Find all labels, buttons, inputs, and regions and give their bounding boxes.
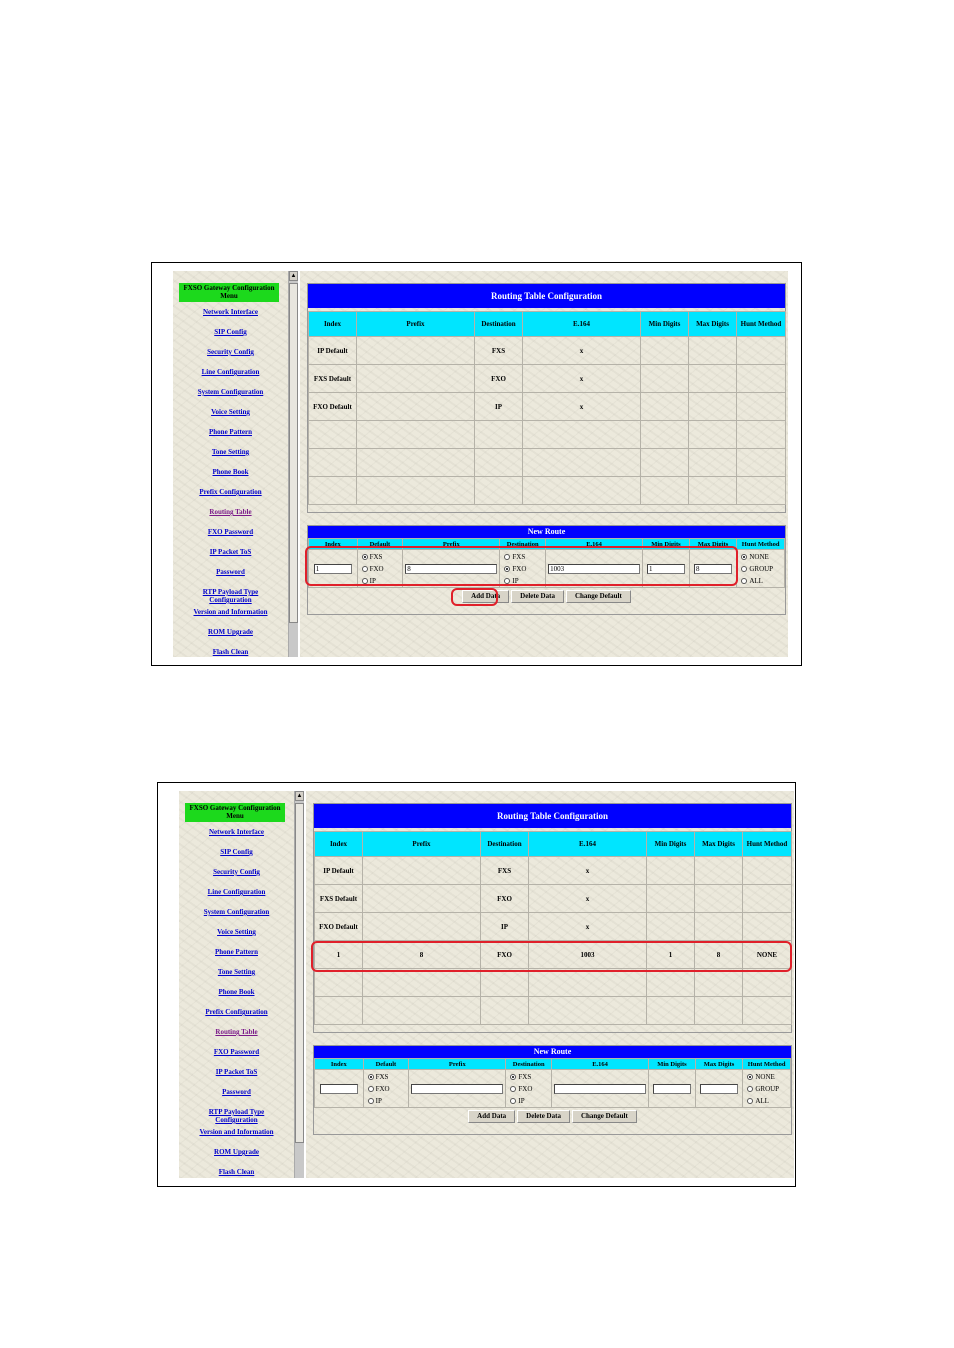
table-cell-max-digits: [695, 997, 743, 1025]
routing-table-header: [309, 312, 786, 337]
table-cell-prefix: [363, 885, 481, 913]
radio-button-icon[interactable]: [368, 1074, 374, 1080]
table-cell-e-164: [523, 477, 641, 505]
menu-item-voice-setting[interactable]: Voice Setting: [211, 408, 250, 416]
radio-label: NONE: [755, 1072, 775, 1081]
routing-table: [308, 311, 786, 505]
destination-option-fxo[interactable]: [504, 563, 545, 575]
menu-item-routing-table[interactable]: Routing Table: [215, 1028, 258, 1036]
menu-item-system-configuration[interactable]: System Configuration: [203, 908, 270, 916]
new-route-header-destination: Destination: [506, 1059, 552, 1070]
default-option-ip[interactable]: [368, 1095, 409, 1107]
hunt-method-cell: [737, 550, 785, 588]
table-row: [315, 857, 792, 885]
header-max-digits: Max Digits: [695, 832, 743, 857]
table-cell-index: [309, 449, 357, 477]
destination-option-fxs[interactable]: [510, 1071, 551, 1083]
hunt-method-option-all[interactable]: [741, 575, 784, 587]
new-route-header-index: Index: [315, 1059, 364, 1070]
default-option-fxo[interactable]: [362, 563, 403, 575]
main-content: [300, 271, 788, 657]
menu-item-tone-setting[interactable]: Tone Setting: [217, 968, 256, 976]
destination-option-ip[interactable]: [504, 575, 545, 587]
hunt-method-cell: [743, 1070, 791, 1108]
menu-item-rtp-payload-type-configuration[interactable]: RTP Payload Type Configuration: [202, 588, 259, 604]
new-route-panel: [313, 1045, 792, 1135]
menu-item-sip-config[interactable]: SIP Config: [220, 848, 253, 856]
table-cell-min-digits: [641, 421, 689, 449]
scroll-up-icon[interactable]: ▲: [296, 793, 303, 799]
prefix-cell: [409, 1070, 506, 1108]
menu-item-phone-pattern[interactable]: Phone Pattern: [209, 428, 252, 436]
destination-option-fxo[interactable]: [510, 1083, 551, 1095]
radio-button-icon[interactable]: [504, 554, 510, 560]
routing-table: [314, 831, 792, 1025]
table-cell-max-digits: [689, 421, 737, 449]
add-data-button[interactable]: Add Data: [468, 1110, 515, 1123]
menu-item-prefix-configuration[interactable]: Prefix Configuration: [205, 1008, 268, 1016]
e164-cell: [551, 1070, 648, 1108]
header-prefix: Prefix: [357, 312, 475, 337]
menu-item-rom-upgrade[interactable]: ROM Upgrade: [208, 628, 253, 636]
menu-item-ip-packet-tos[interactable]: IP Packet ToS: [209, 548, 252, 556]
e164-input[interactable]: [554, 1084, 646, 1094]
menu-item-system-configuration[interactable]: System Configuration: [197, 388, 264, 396]
table-cell-max-digits: 8: [695, 941, 743, 969]
header-index: Index: [309, 312, 357, 337]
new-route-header-e-164: E.164: [551, 1059, 648, 1070]
table-cell-hunt-method: [743, 997, 792, 1025]
config-menu: [173, 271, 288, 657]
radio-label: IP: [375, 1096, 382, 1105]
table-cell-prefix: [357, 449, 475, 477]
table-cell-e-164: x: [523, 365, 641, 393]
new-route-table: [314, 1058, 791, 1108]
menu-item-rtp-payload-type-configuration[interactable]: RTP Payload Type Configuration: [208, 1108, 265, 1124]
table-cell-index: FXO Default: [309, 393, 357, 421]
screenshot-before: [151, 262, 802, 666]
table-cell-index: IP Default: [315, 857, 363, 885]
table-row: [315, 997, 792, 1025]
menu-item-fxo-password[interactable]: FXO Password: [213, 1048, 260, 1056]
scroll-thumb[interactable]: [295, 803, 304, 1143]
table-cell-e-164: x: [523, 337, 641, 365]
table-cell-max-digits: [689, 477, 737, 505]
new-route-header-min-digits: Min Digits: [649, 1059, 696, 1070]
routing-table-body: [315, 857, 792, 1025]
menu-item-sip-config[interactable]: SIP Config: [214, 328, 247, 336]
table-cell-hunt-method: [737, 337, 786, 365]
max-digits-cell: [689, 550, 737, 588]
radio-label: IP: [369, 576, 376, 585]
header-index: Index: [315, 832, 363, 857]
hunt-method-radio-group: [743, 1071, 790, 1107]
table-cell-destination: [475, 449, 523, 477]
table-cell-max-digits: [689, 449, 737, 477]
table-cell-max-digits: [689, 393, 737, 421]
radio-button-icon[interactable]: [741, 554, 747, 560]
new-route-table: [308, 538, 785, 588]
menu-item-rom-upgrade[interactable]: ROM Upgrade: [214, 1148, 259, 1156]
routing-table-panel: [313, 803, 792, 1033]
table-cell-e-164: [523, 421, 641, 449]
table-cell-hunt-method: [743, 913, 792, 941]
header-e-164: E.164: [529, 832, 647, 857]
config-menu: [179, 791, 294, 1178]
table-row: [309, 393, 786, 421]
table-cell-hunt-method: [737, 449, 786, 477]
table-cell-e-164: 1003: [529, 941, 647, 969]
table-cell-destination: FXS: [481, 857, 529, 885]
hunt-method-option-all[interactable]: [747, 1095, 790, 1107]
radio-label: GROUP: [749, 564, 774, 573]
table-cell-prefix: [357, 337, 475, 365]
table-row: [315, 885, 792, 913]
header-destination: Destination: [475, 312, 523, 337]
new-route-header-hunt-method: Hunt Method: [737, 539, 785, 550]
table-row: [315, 913, 792, 941]
table-cell-destination: FXO: [481, 885, 529, 913]
table-cell-e-164: x: [529, 913, 647, 941]
routing-table-body: [309, 337, 786, 505]
index-cell: [309, 550, 358, 588]
menu-scrollbar[interactable]: [294, 791, 304, 1178]
table-cell-prefix: [357, 421, 475, 449]
table-cell-max-digits: [689, 337, 737, 365]
radio-label: FXS: [518, 1072, 532, 1081]
new-route-header-e-164: E.164: [545, 539, 642, 550]
radio-label: FXS: [375, 1072, 389, 1081]
prefix-input[interactable]: 8: [405, 564, 497, 574]
header-max-digits: Max Digits: [689, 312, 737, 337]
radio-button-icon[interactable]: [747, 1086, 753, 1092]
table-cell-destination: FXO: [475, 365, 523, 393]
radio-button-icon[interactable]: [747, 1074, 753, 1080]
table-cell-hunt-method: [743, 857, 792, 885]
radio-button-icon[interactable]: [510, 1086, 516, 1092]
radio-button-icon[interactable]: [504, 578, 510, 584]
screenshot-after: [157, 782, 796, 1187]
table-cell-max-digits: [695, 913, 743, 941]
table-cell-min-digits: [647, 969, 695, 997]
min-digits-cell: [643, 550, 690, 588]
table-cell-max-digits: [695, 885, 743, 913]
default-option-ip[interactable]: [362, 575, 403, 587]
destination-radio-group: [506, 1071, 551, 1107]
hunt-method-option-group[interactable]: [747, 1083, 790, 1095]
table-cell-min-digits: [641, 393, 689, 421]
min-digits-cell: [649, 1070, 696, 1108]
table-cell-min-digits: [647, 857, 695, 885]
menu-item-prefix-configuration[interactable]: Prefix Configuration: [199, 488, 262, 496]
scroll-thumb[interactable]: [289, 283, 298, 623]
radio-button-icon[interactable]: [504, 566, 510, 572]
routing-table-panel: [307, 283, 786, 513]
table-cell-hunt-method: [743, 969, 792, 997]
header-min-digits: Min Digits: [647, 832, 695, 857]
table-cell-min-digits: 1: [647, 941, 695, 969]
table-cell-e-164: [523, 449, 641, 477]
prefix-input[interactable]: [411, 1084, 503, 1094]
table-cell-min-digits: [641, 337, 689, 365]
max-digits-input[interactable]: 8: [694, 564, 732, 574]
table-row: [309, 365, 786, 393]
radio-label: FXS: [369, 552, 383, 561]
menu-item-flash-clean[interactable]: Flash Clean: [212, 648, 249, 656]
table-cell-index: FXO Default: [315, 913, 363, 941]
radio-button-icon[interactable]: [747, 1098, 753, 1104]
default-option-fxs[interactable]: [368, 1071, 409, 1083]
radio-label: FXO: [518, 1084, 533, 1093]
table-cell-min-digits: [641, 449, 689, 477]
table-cell-destination: [481, 997, 529, 1025]
hunt-method-option-none[interactable]: [741, 551, 784, 563]
new-route-header: [315, 1059, 791, 1070]
table-cell-index: [315, 997, 363, 1025]
table-cell-hunt-method: NONE: [743, 941, 792, 969]
destination-radio-group: [500, 551, 545, 587]
change-default-button[interactable]: Change Default: [572, 1110, 637, 1123]
table-cell-destination: FXO: [481, 941, 529, 969]
default-radio-group: [358, 551, 403, 587]
radio-label: FXO: [375, 1084, 390, 1093]
new-route-header-min-digits: Min Digits: [643, 539, 690, 550]
max-digits-input[interactable]: [700, 1084, 738, 1094]
destination-cell: [506, 1070, 552, 1108]
menu-item-line-configuration[interactable]: Line Configuration: [207, 888, 266, 896]
menu-item-phone-book[interactable]: Phone Book: [212, 468, 249, 476]
menu-header: FXSO Gateway Configuration Menu: [185, 803, 285, 822]
table-cell-index: [309, 477, 357, 505]
radio-label: NONE: [749, 552, 769, 561]
table-cell-index: [309, 421, 357, 449]
menu-item-network-interface[interactable]: Network Interface: [202, 308, 258, 316]
radio-button-icon[interactable]: [368, 1086, 374, 1092]
table-cell-index: 1: [315, 941, 363, 969]
table-cell-hunt-method: [743, 885, 792, 913]
table-row: [309, 477, 786, 505]
table-cell-prefix: [363, 997, 481, 1025]
radio-button-icon[interactable]: [362, 554, 368, 560]
table-cell-prefix: 8: [363, 941, 481, 969]
table-cell-index: FXS Default: [315, 885, 363, 913]
prefix-cell: [403, 550, 500, 588]
header-hunt-method: Hunt Method: [743, 832, 792, 857]
hunt-method-option-group[interactable]: [741, 563, 784, 575]
new-route-row: [309, 550, 785, 588]
table-cell-min-digits: [641, 477, 689, 505]
menu-item-line-configuration[interactable]: Line Configuration: [201, 368, 260, 376]
radio-label: IP: [512, 576, 519, 585]
radio-button-icon[interactable]: [510, 1074, 516, 1080]
index-input[interactable]: 1: [314, 564, 352, 574]
table-cell-prefix: [363, 913, 481, 941]
table-cell-destination: IP: [475, 393, 523, 421]
menu-item-phone-book[interactable]: Phone Book: [218, 988, 255, 996]
button-row: [308, 590, 785, 603]
destination-option-fxs[interactable]: [504, 551, 545, 563]
radio-label: FXO: [512, 564, 527, 573]
default-radio-group: [364, 1071, 409, 1107]
new-route-header-destination: Destination: [500, 539, 546, 550]
table-row: [309, 337, 786, 365]
header-prefix: Prefix: [363, 832, 481, 857]
table-cell-hunt-method: [737, 365, 786, 393]
radio-label: GROUP: [755, 1084, 780, 1093]
table-cell-min-digits: [647, 885, 695, 913]
hunt-method-option-none[interactable]: [747, 1071, 790, 1083]
table-cell-e-164: x: [529, 885, 647, 913]
menu-item-password[interactable]: Password: [216, 568, 245, 576]
table-cell-max-digits: [689, 365, 737, 393]
new-route-header-index: Index: [309, 539, 358, 550]
table-row: [315, 969, 792, 997]
table-cell-e-164: x: [529, 857, 647, 885]
delete-data-button[interactable]: Delete Data: [517, 1110, 570, 1123]
min-digits-input[interactable]: [653, 1084, 691, 1094]
table-cell-e-164: [529, 997, 647, 1025]
index-cell: [315, 1070, 364, 1108]
table-cell-prefix: [357, 477, 475, 505]
table-cell-min-digits: [647, 997, 695, 1025]
table-cell-max-digits: [695, 857, 743, 885]
radio-button-icon[interactable]: [362, 578, 368, 584]
default-cell: [363, 1070, 409, 1108]
table-cell-prefix: [363, 857, 481, 885]
menu-header: FXSO Gateway Configuration Menu: [179, 283, 279, 302]
new-route-header: [309, 539, 785, 550]
table-cell-max-digits: [695, 969, 743, 997]
index-input[interactable]: [320, 1084, 358, 1094]
new-route-title: New Route: [314, 1046, 791, 1058]
table-cell-destination: [475, 477, 523, 505]
table-cell-destination: IP: [481, 913, 529, 941]
new-route-panel: [307, 525, 786, 615]
menu-list: [179, 828, 294, 1176]
radio-label: IP: [518, 1096, 525, 1105]
table-cell-index: [315, 969, 363, 997]
menu-item-voice-setting[interactable]: Voice Setting: [217, 928, 256, 936]
new-route-header-prefix: Prefix: [403, 539, 500, 550]
menu-item-network-interface[interactable]: Network Interface: [208, 828, 264, 836]
change-default-button[interactable]: Change Default: [566, 590, 631, 603]
header-destination: Destination: [481, 832, 529, 857]
menu-item-password[interactable]: Password: [222, 1088, 251, 1096]
menu-scrollbar[interactable]: [288, 271, 298, 657]
new-route-title: New Route: [308, 526, 785, 538]
table-cell-min-digits: [647, 913, 695, 941]
table-cell-destination: [481, 969, 529, 997]
new-route-header-prefix: Prefix: [409, 1059, 506, 1070]
e164-cell: [545, 550, 642, 588]
min-digits-input[interactable]: 1: [647, 564, 685, 574]
menu-item-flash-clean[interactable]: Flash Clean: [218, 1168, 255, 1176]
header-e-164: E.164: [523, 312, 641, 337]
radio-label: FXS: [512, 552, 526, 561]
new-route-header-max-digits: Max Digits: [695, 1059, 743, 1070]
table-cell-min-digits: [641, 365, 689, 393]
routing-table-title: Routing Table Configuration: [308, 284, 785, 308]
radio-button-icon[interactable]: [741, 578, 747, 584]
add-data-button[interactable]: Add Data: [462, 590, 509, 603]
new-route-header-max-digits: Max Digits: [689, 539, 737, 550]
new-route-header-default: Default: [357, 539, 403, 550]
header-min-digits: Min Digits: [641, 312, 689, 337]
table-cell-index: IP Default: [309, 337, 357, 365]
table-cell-hunt-method: [737, 421, 786, 449]
menu-item-phone-pattern[interactable]: Phone Pattern: [215, 948, 258, 956]
table-row: [315, 941, 792, 969]
destination-option-ip[interactable]: [510, 1095, 551, 1107]
scroll-up-icon[interactable]: ▲: [290, 273, 297, 279]
radio-label: FXO: [369, 564, 384, 573]
default-cell: [357, 550, 403, 588]
radio-label: ALL: [755, 1096, 769, 1105]
radio-button-icon[interactable]: [510, 1098, 516, 1104]
main-content: [306, 791, 794, 1178]
table-row: [309, 421, 786, 449]
new-route-header-hunt-method: Hunt Method: [743, 1059, 791, 1070]
table-cell-destination: [475, 421, 523, 449]
menu-item-version-and-information[interactable]: Version and Information: [193, 608, 268, 616]
button-row: [314, 1110, 791, 1123]
radio-button-icon[interactable]: [362, 566, 368, 572]
radio-button-icon[interactable]: [741, 566, 747, 572]
menu-item-security-config[interactable]: Security Config: [207, 348, 254, 356]
table-cell-prefix: [357, 393, 475, 421]
table-cell-destination: FXS: [475, 337, 523, 365]
menu-item-ip-packet-tos[interactable]: IP Packet ToS: [215, 1068, 258, 1076]
delete-data-button[interactable]: Delete Data: [511, 590, 564, 603]
menu-item-version-and-information[interactable]: Version and Information: [199, 1128, 274, 1136]
table-row: [309, 449, 786, 477]
table-cell-prefix: [363, 969, 481, 997]
table-cell-prefix: [357, 365, 475, 393]
menu-item-routing-table[interactable]: Routing Table: [209, 508, 252, 516]
menu-list: [173, 308, 288, 656]
radio-label: ALL: [749, 576, 763, 585]
table-cell-hunt-method: [737, 477, 786, 505]
table-cell-e-164: x: [523, 393, 641, 421]
destination-cell: [500, 550, 546, 588]
menu-item-fxo-password[interactable]: FXO Password: [207, 528, 254, 536]
max-digits-cell: [695, 1070, 743, 1108]
new-route-header-default: Default: [363, 1059, 409, 1070]
header-hunt-method: Hunt Method: [737, 312, 786, 337]
menu-item-tone-setting[interactable]: Tone Setting: [211, 448, 250, 456]
e164-input[interactable]: 1003: [548, 564, 640, 574]
menu-item-security-config[interactable]: Security Config: [213, 868, 260, 876]
routing-table-header: [315, 832, 792, 857]
routing-table-title: Routing Table Configuration: [314, 804, 791, 828]
default-option-fxs[interactable]: [362, 551, 403, 563]
table-cell-hunt-method: [737, 393, 786, 421]
table-cell-e-164: [529, 969, 647, 997]
default-option-fxo[interactable]: [368, 1083, 409, 1095]
new-route-row: [315, 1070, 791, 1108]
table-cell-index: FXS Default: [309, 365, 357, 393]
radio-button-icon[interactable]: [368, 1098, 374, 1104]
hunt-method-radio-group: [737, 551, 784, 587]
